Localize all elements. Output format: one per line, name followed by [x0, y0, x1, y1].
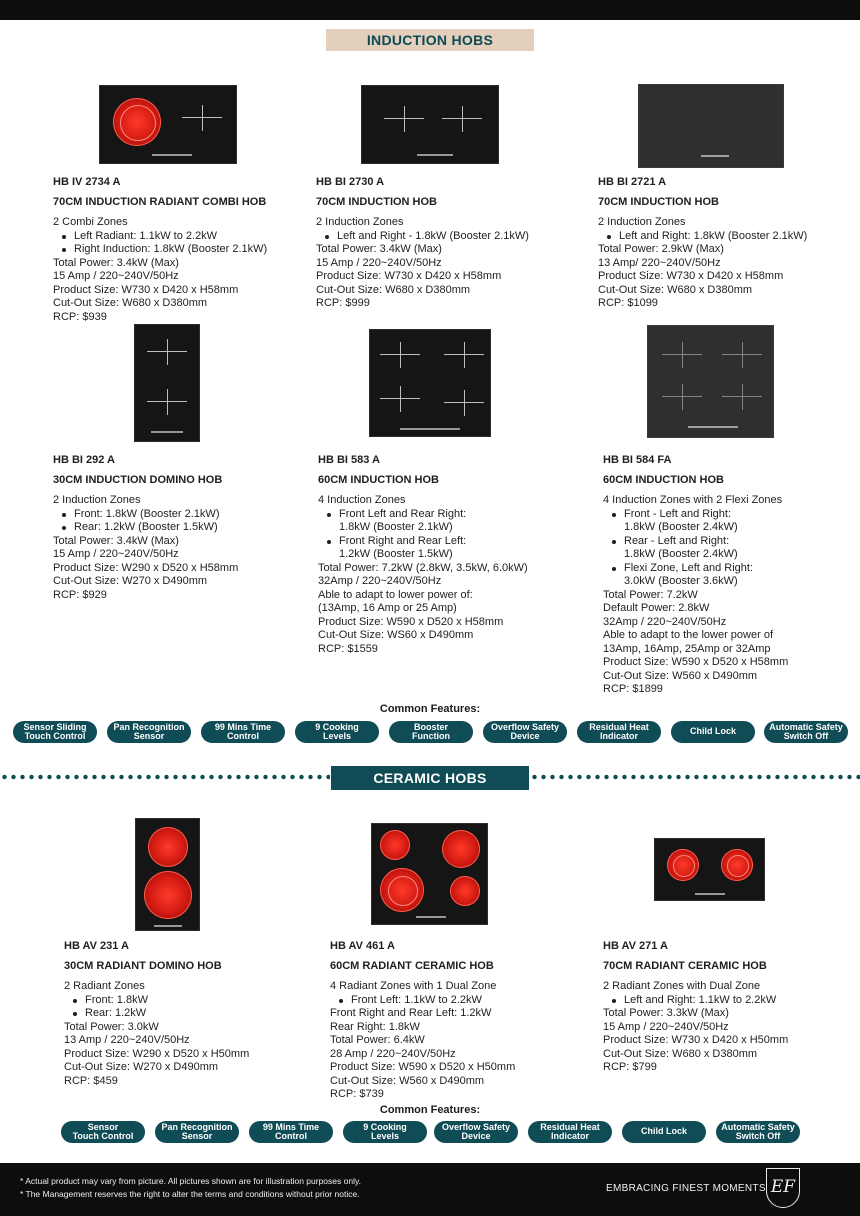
- spec-bullet: Left and Right: 1.8kW (Booster 2.1kW): [619, 230, 848, 244]
- spec-bullet: Left and Right: 1.1kW to 2.2kW: [624, 994, 853, 1008]
- spec-line: Total Power: 7.2kW: [603, 588, 698, 601]
- feature-pill: Residual Heat Indicator: [528, 1121, 612, 1143]
- feature-pill: Pan Recognition Sensor: [155, 1121, 239, 1143]
- product-image-hb-bi-583-a: [369, 329, 491, 437]
- spec-line: Total Power: 7.2kW (2.8kW, 3.5kW, 6.0kW): [318, 561, 528, 574]
- spec-line: 28 Amp / 220~240V/50Hz: [330, 1047, 456, 1060]
- product-hb-av-461-a: [330, 940, 590, 1102]
- spec-line: 15 Amp / 220~240V/50Hz: [603, 1020, 729, 1033]
- spec-line: 4 Induction Zones with 2 Flexi Zones: [603, 494, 783, 506]
- spec-line: Cut-Out Size: W560 x D490mm: [603, 669, 758, 682]
- feature-pill: Automatic Safety Switch Off: [764, 721, 848, 743]
- spec-line: RCP: $799: [603, 1061, 657, 1073]
- product-hb-bi-2721-a: [598, 176, 848, 311]
- product-code: HB AV 231 A: [64, 940, 130, 952]
- spec-bullet: Rear: 1.2kW (Booster 1.5kW): [74, 521, 308, 535]
- spec-line: 15 Amp / 220~240V/50Hz: [53, 548, 179, 560]
- dotted-divider-left: [0, 774, 330, 780]
- spec-line: RCP: $459: [64, 1074, 118, 1087]
- spec-line: 2 Combi Zones: [53, 216, 128, 228]
- top-bar: [0, 0, 860, 20]
- feature-pill: Sensor Touch Control: [61, 1121, 145, 1143]
- spec-line: Total Power: 3.4kW (Max): [53, 256, 179, 269]
- spec-line: (13Amp, 16 Amp or 25 Amp): [318, 602, 457, 614]
- product-code: HB AV 271 A: [603, 940, 669, 952]
- spec-bullet: Front Right and Rear Left: 1.2kW (Booster 1.5kW): [339, 535, 583, 562]
- feature-pill: Overflow Safety Device: [483, 721, 567, 743]
- spec-line: Cut-Out Size: W680 x D380mm: [598, 283, 753, 296]
- feature-pill: Pan Recognition Sensor: [107, 721, 191, 743]
- product-name: 70CM INDUCTION HOB: [316, 195, 438, 208]
- spec-line: Default Power: 2.8kW: [603, 602, 710, 614]
- footer-tagline: EMBRACING FINEST MOMENTS: [606, 1183, 766, 1194]
- spec-line: Product Size: W730 x D420 x H50mm: [603, 1034, 789, 1046]
- common-features-title: Common Features:: [379, 703, 481, 715]
- spec-line: 32Amp / 220~240V/50Hz: [603, 615, 727, 628]
- feature-pill: Child Lock: [671, 721, 755, 743]
- spec-line: Product Size: W730 x D420 x H58mm: [316, 270, 502, 282]
- spec-line: 15 Amp / 220~240V/50Hz: [53, 270, 179, 282]
- common-features-title: Common Features:: [379, 1104, 481, 1116]
- ceramic-section-title: CERAMIC HOBS: [331, 766, 529, 790]
- spec-line: Product Size: W590 x D520 x H50mm: [330, 1061, 516, 1073]
- footer-notes: [20, 1175, 500, 1201]
- spec-line: Total Power: 3.3kW (Max): [603, 1007, 729, 1019]
- spec-line: RCP: $999: [316, 297, 370, 309]
- product-code: HB BI 2721 A: [598, 176, 667, 188]
- feature-pill: Sensor Sliding Touch Control: [13, 721, 97, 743]
- spec-bullet: Rear - Left and Right: 1.8kW (Booster 2.4kW): [624, 535, 853, 562]
- spec-line: Product Size: W290 x D520 x H50mm: [64, 1047, 250, 1060]
- footnote-line: * Actual product may vary from picture. All pictures shown are for illustration purposes only.: [20, 1176, 361, 1186]
- feature-pill: Residual Heat Indicator: [577, 721, 661, 743]
- spec-line: 2 Radiant Zones with Dual Zone: [603, 980, 761, 992]
- spec-bullet: Front Left and Rear Right: 1.8kW (Booster 2.1kW): [339, 508, 583, 535]
- spec-line: Total Power: 3.4kW (Max): [53, 534, 179, 547]
- spec-bullet: Right Induction: 1.8kW (Booster 2.1kW): [74, 243, 308, 257]
- product-image-hb-av-231-a: [135, 818, 200, 931]
- spec-line: Able to adapt to lower power of:: [318, 588, 473, 601]
- spec-line: 13 Amp / 220~240V/50Hz: [64, 1034, 190, 1046]
- product-image-hb-av-461-a: [371, 823, 488, 925]
- feature-pill: 9 Cooking Levels: [295, 721, 379, 743]
- product-image-hb-bi-2730-a: [361, 85, 499, 164]
- spec-line: Product Size: W730 x D420 x H58mm: [598, 270, 784, 282]
- spec-bullet: Front - Left and Right: 1.8kW (Booster 2.4kW): [624, 508, 853, 535]
- product-image-hb-iv-2734-a: [99, 85, 237, 164]
- product-name: 60CM INDUCTION HOB: [318, 473, 440, 486]
- brand-logo: EF: [766, 1168, 800, 1208]
- product-image-hb-av-271-a: [654, 838, 765, 901]
- feature-pill: Automatic Safety Switch Off: [716, 1121, 800, 1143]
- spec-line: 4 Radiant Zones with 1 Dual Zone: [330, 980, 497, 992]
- product-name: 70CM INDUCTION HOB: [598, 195, 720, 208]
- spec-line: RCP: $929: [53, 588, 107, 601]
- product-image-hb-bi-292-a: [134, 324, 200, 442]
- spec-line: 2 Induction Zones: [316, 216, 404, 228]
- product-name: 70CM RADIANT CERAMIC HOB: [603, 959, 767, 972]
- feature-pill: Overflow Safety Device: [434, 1121, 518, 1143]
- product-code: HB BI 292 A: [53, 454, 115, 466]
- product-name: 60CM RADIANT CERAMIC HOB: [330, 959, 494, 972]
- product-code: HB BI 2730 A: [316, 176, 385, 188]
- spec-line: RCP: $939: [53, 310, 107, 323]
- product-hb-av-231-a: [64, 940, 314, 1088]
- product-code: HB BI 584 FA: [603, 454, 672, 466]
- spec-bullet: Left and Right - 1.8kW (Booster 2.1kW): [337, 230, 576, 244]
- spec-line: 13Amp, 16Amp, 25Amp or 32Amp: [603, 642, 771, 655]
- product-name: 70CM INDUCTION RADIANT COMBI HOB: [53, 195, 267, 208]
- spec-line: Front Right and Rear Left: 1.2kW: [330, 1007, 492, 1019]
- spec-line: 13 Amp/ 220~240V/50Hz: [598, 256, 721, 269]
- spec-line: Total Power: 2.9kW (Max): [598, 243, 724, 255]
- spec-line: Cut-Out Size: W270 x D490mm: [53, 575, 208, 587]
- induction-section-title: INDUCTION HOBS: [326, 29, 534, 51]
- spec-line: Cut-Out Size: W680 x D380mm: [53, 297, 208, 309]
- dotted-divider-right: [530, 774, 860, 780]
- product-hb-bi-292-a: [53, 454, 308, 602]
- spec-line: Total Power: 3.0kW: [64, 1020, 159, 1033]
- spec-line: Cut-Out Size: W270 x D490mm: [64, 1061, 219, 1073]
- product-code: HB AV 461 A: [330, 940, 396, 952]
- spec-bullet: Front Left: 1.1kW to 2.2kW: [351, 994, 590, 1008]
- footer-bar: [0, 1163, 860, 1216]
- product-code: HB IV 2734 A: [53, 176, 121, 188]
- footnote-line: * The Management reserves the right to alter the terms and conditions without prior notice.: [20, 1189, 360, 1199]
- spec-line: 2 Radiant Zones: [64, 980, 145, 992]
- product-name: 30CM INDUCTION DOMINO HOB: [53, 473, 223, 486]
- spec-line: 2 Induction Zones: [53, 494, 141, 506]
- spec-line: Product Size: W590 x D520 x H58mm: [318, 615, 504, 628]
- product-image-hb-bi-584-fa: [647, 325, 774, 438]
- spec-line: Product Size: W590 x D520 x H58mm: [603, 656, 789, 668]
- spec-line: RCP: $1559: [318, 642, 378, 655]
- spec-line: 2 Induction Zones: [598, 216, 686, 228]
- product-hb-bi-583-a: [318, 454, 583, 656]
- feature-pill: Booster Function: [389, 721, 473, 743]
- product-image-hb-bi-2721-a: [638, 84, 784, 168]
- spec-line: Cut-Out Size: W680 x D380mm: [316, 283, 471, 296]
- spec-line: 4 Induction Zones: [318, 494, 406, 506]
- spec-bullet: Front: 1.8kW (Booster 2.1kW): [74, 508, 308, 522]
- spec-line: Rear Right: 1.8kW: [330, 1020, 420, 1033]
- product-hb-bi-2730-a: [316, 176, 576, 311]
- spec-line: RCP: $1899: [603, 683, 663, 695]
- product-hb-av-271-a: [603, 940, 853, 1075]
- feature-pill: 99 Mins Time Control: [249, 1121, 333, 1143]
- spec-line: Total Power: 3.4kW (Max): [316, 243, 442, 255]
- feature-pill: Child Lock: [622, 1121, 706, 1143]
- spec-line: RCP: $1099: [598, 297, 658, 309]
- spec-line: Total Power: 6.4kW: [330, 1034, 425, 1046]
- feature-pill: 99 Mins Time Control: [201, 721, 285, 743]
- spec-bullet: Left Radiant: 1.1kW to 2.2kW: [74, 230, 308, 244]
- spec-line: Product Size: W290 x D520 x H58mm: [53, 561, 239, 574]
- product-hb-bi-584-fa: [603, 454, 853, 697]
- spec-line: Product Size: W730 x D420 x H58mm: [53, 283, 239, 296]
- spec-bullet: Rear: 1.2kW: [85, 1007, 314, 1021]
- spec-bullet: Flexi Zone, Left and Right: 3.0kW (Booster 3.6kW): [624, 562, 853, 589]
- spec-line: Cut-Out Size: WS60 x D490mm: [318, 629, 474, 641]
- feature-pill: 9 Cooking Levels: [343, 1121, 427, 1143]
- spec-bullet: Front: 1.8kW: [85, 994, 314, 1008]
- spec-line: Cut-Out Size: W560 x D490mm: [330, 1074, 485, 1087]
- spec-line: 15 Amp / 220~240V/50Hz: [316, 256, 442, 269]
- spec-line: RCP: $739: [330, 1088, 384, 1100]
- product-code: HB BI 583 A: [318, 454, 380, 466]
- spec-line: Cut-Out Size: W680 x D380mm: [603, 1047, 758, 1060]
- spec-line: 32Amp / 220~240V/50Hz: [318, 575, 442, 587]
- product-name: 60CM INDUCTION HOB: [603, 473, 725, 486]
- product-hb-iv-2734-a: [53, 176, 308, 324]
- product-name: 30CM RADIANT DOMINO HOB: [64, 959, 222, 972]
- spec-line: Able to adapt to the lower power of: [603, 629, 773, 641]
